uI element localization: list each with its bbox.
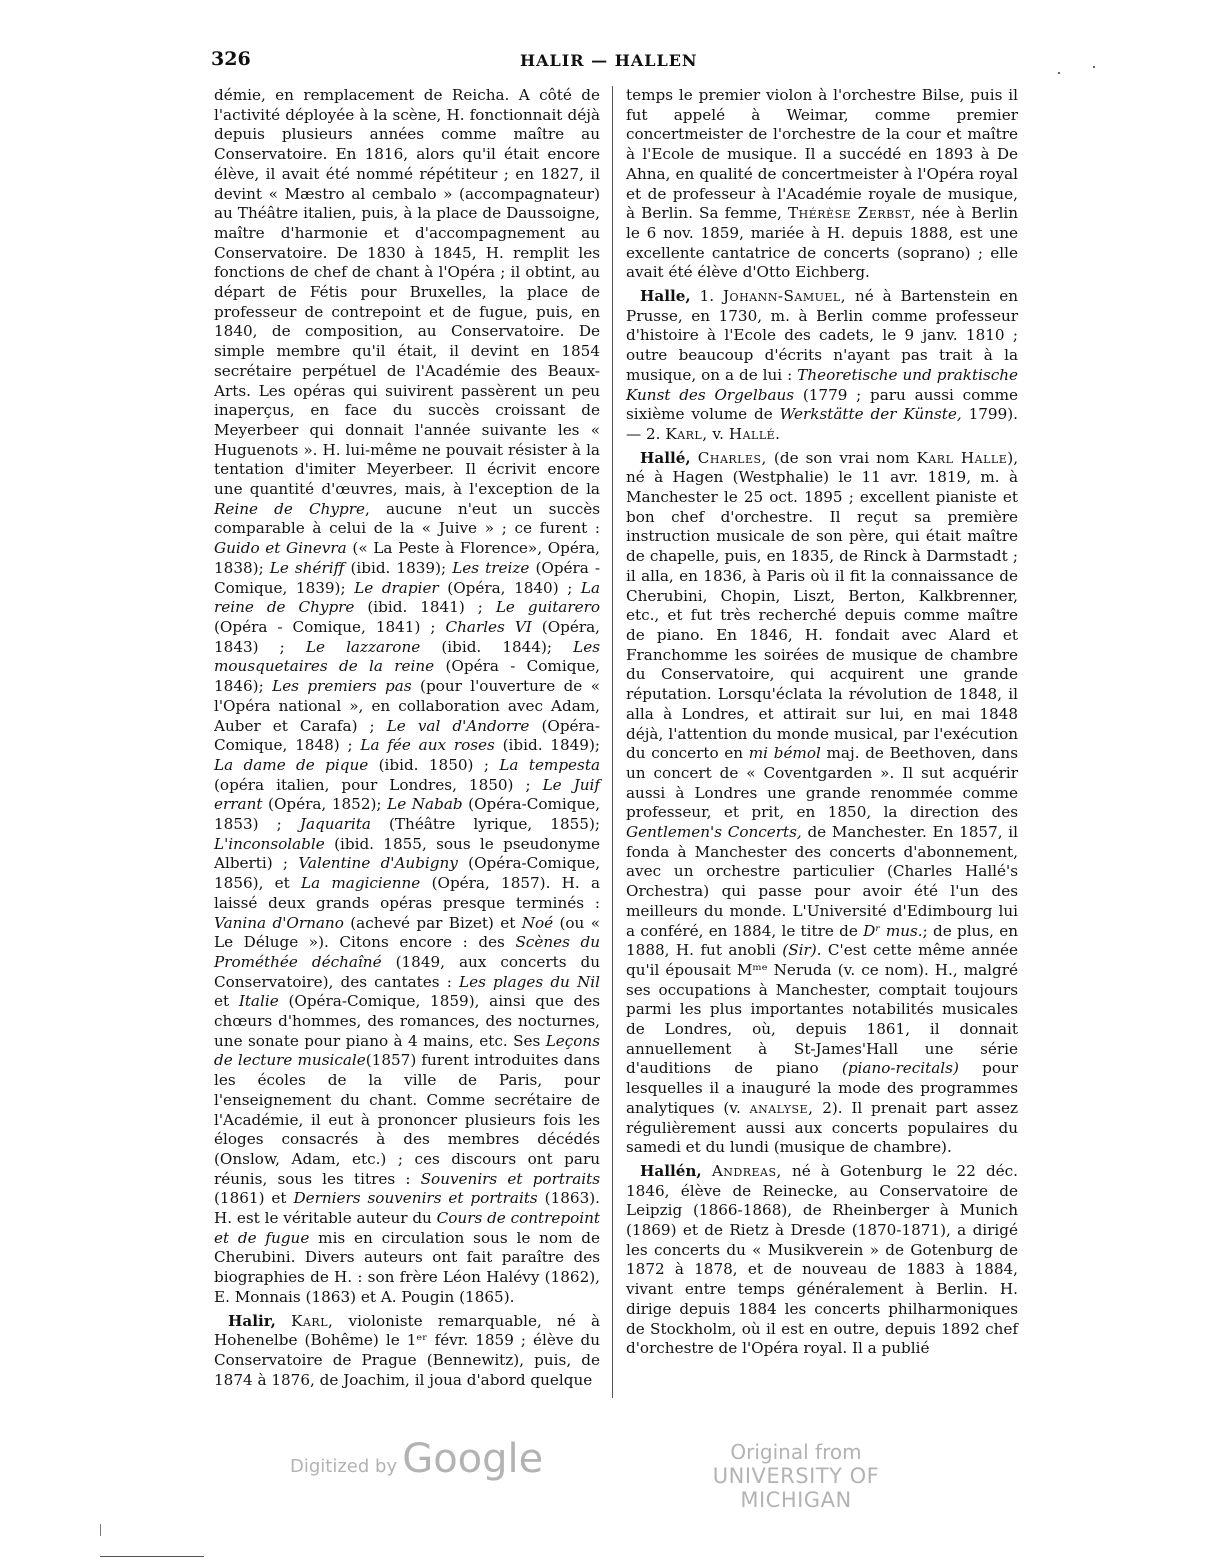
- scan-speck: [1058, 72, 1060, 74]
- headword: Halle,: [640, 287, 691, 306]
- column-rule: [612, 86, 613, 1398]
- digitized-by-google-watermark: Digitized by Google: [290, 1436, 544, 1482]
- right-column: [626, 86, 1018, 1359]
- headword: Hallén,: [640, 1161, 702, 1180]
- hallen-entry: Hallén, Andreas, né à Gotenburg le 22 déc. 1846, élève de Reinecke, au Conservatoire de Leipzig (1866-1868), de Rheinberger à Munich (1869) et de Rietz à Dresde (1870-1871), a dirigé les concerts du « Musikverein » de Gotenburg de 1872 à 1878, et de nouveau de 1883 à 1884, vivant entre temps généralement à Berlin. H. dirige depuis 1884 les concerts philharmoniques de Stockholm, où il est en outre, depuis 1892 chef d'orchestre de l'Opéra royal. Il a publié: [626, 1161, 1018, 1358]
- page-number: 326: [211, 48, 251, 70]
- halle-charles-entry: Hallé, Charles, (de son vrai nom Karl Halle), né à Hagen (Westphalie) le 11 avr. 1819, m. à Manchester le 25 oct. 1895 ; excellent pianiste et bon chef d'orchestre. Il reçut sa première instruction musicale de son père, qui était maître de chapelle, puis, en 1835, de Rinck à Darmstadt ; il alla, en 1836, à Paris où il fit la connaissance de Cherubini, Chopin, Liszt, Berton, Kalkbrenner, etc., et fut très recherché depuis comme maître de piano. En 1846, H. fondait avec Alard et Franchomme les soirées de musique de chambre du Conservatoire, qui acquirent une grande réputation. Lorsqu'éclata la révolution de 1848, il alla à Londres, et attirait sur lui, en mai 1848 déjà, l'attention du monde musical, par l'exécution du concerto en mi bémol maj. de Beethoven, dans un concert de « Coventgarden ». Il sut acquérir aussi à Londres une grande renommée comme professeur, et prit, en 1850, la direction des Gentlemen's Concerts, de Manchester. En 1857, il fonda à Manchester des concerts d'abonnement, avec un orchestre particulier (Charles Hallé's Orchestra) qui passe pour avoir été l'un des meilleurs du monde. L'Université d'Edimbourg lui a conféré, en 1884, le titre de Dʳ mus.; de plus, en 1888, H. fut anobli (Sir). C'est cette même année qu'il épousait Mᵐᵉ Neruda (v. ce nom). H., malgré ses occupations à Manchester, comptait toujours parmi les plus importantes notabilités musicales de Londres, où, depuis 1861, il donnait annuellement à St-James'Hall une série d'auditions de piano (piano-recitals) pour lesquelles il a inauguré la mode des programmes analytiques (v. analyse, 2). Il prenait part assez régulièrement aussi aux concerts populaires du samedi et du lundi (musique de chambre).: [626, 448, 1019, 1157]
- halir-entry-continued: temps le premier violon à l'orchestre Bilse, puis il fut appelé à Weimar, comme premier concertmeister de l'orchestre de la cour et maître à l'Ecole de musique. Il a succédé en 1893 à De Ahna, en qualité de concertmeister à l'Opéra royal et de professeur à l'Académie royale de musique, à Berlin. Sa femme, Thérèse Zerbst, née à Berlin le 6 nov. 1859, mariée à H. depuis 1888, est une excellente cantatrice de concerts (soprano) ; elle avait été élève d'Otto Eichberg.: [626, 86, 1019, 282]
- original-from-watermark: Original from UNIVERSITY OF MICHIGAN: [712, 1440, 880, 1512]
- running-head: HALIR — HALLEN: [520, 51, 698, 70]
- halir-entry: Halir, Karl, violoniste remarquable, né à Hohenelbe (Bohême) le 1ᵉʳ févr. 1859 ; élève du Conservatoire de Prague (Bennewitz), puis, de 1874 à 1876, de Joachim, il joua d'abord quelque: [214, 1311, 600, 1389]
- scan-speck: [1093, 66, 1095, 68]
- left-column: [214, 86, 600, 1390]
- halle-entry: Halle, 1. Johann-Samuel, né à Bartenstein en Prusse, en 1730, m. à Berlin comme professeur d'histoire à l'Ecole des cadets, le 9 janv. 1810 ; outre beaucoup d'écrits n'ayant pas trait à la musique, on a de lui : Theoretische und praktische Kunst des Orgelbaus (1779 ; paru aussi comme sixième volume de Werkstätte der Künste, 1799). — 2. Karl, v. Hallé.: [626, 287, 1019, 443]
- halevy-entry-continued: démie, en remplacement de Reicha. A côté de l'activité déployée à la scène, H. fonctionnait déjà depuis plusieurs années comme maître au Conservatoire. En 1816, alors qu'il était encore élève, il avait été nommé répétiteur ; en 1827, il devint « Mæstro al cembalo » (accompagnateur) au Théâtre italien, puis, à la place de Daussoigne, maître d'harmonie et d'accompagnement au Conservatoire. De 1830 à 1845, H. remplit les fonctions de chef de chant à l'Opéra ; il obtint, au départ de Fétis pour Bruxelles, la place de professeur de contrepoint et de fugue, puis, en 1840, de composition, au Conservatoire. De simple membre qu'il était, il devint en 1854 secrétaire perpétuel de l'Académie des Beaux-Arts. Les opéras qui suivirent passèrent un peu inaperçus, en face du succès croissant de Meyerbeer qui donnait l'année suivante les « Huguenots ». H. lui-même ne pouvait résister à la tentation d'imiter Meyerbeer. Il écrivit encore une quantité d'œuvres, mais, à l'exception de la Reine de Chypre, aucune n'eut un succès comparable à celui de la « Juive » ; ce furent : Guido et Ginevra (« La Peste à Florence», Opéra, 1838); Le shériff (ibid. 1839); Les treize (Opéra - Comique, 1839); Le drapier (Opéra, 1840) ; La reine de Chypre (ibid. 1841) ; Le guitarero (Opéra - Comique, 1841) ; Charles VI (Opéra, 1843) ; Le lazzarone (ibid. 1844); Les mousquetaires de la reine (Opéra - Comique, 1846); Les premiers pas (pour l'ouverture de « l'Opéra national », en collaboration avec Adam, Auber et Carafa) ; Le val d'Andorre (Opéra-Comique, 1848) ; La fée aux roses (ibid. 1849); La dame de pique (ibid. 1850) ; La tempesta (opéra italien, pour Londres, 1850) ; Le Juif errant (Opéra, 1852); Le Nabab (Opéra-Comique, 1853) ; Jaquarita (Théâtre lyrique, 1855); L'inconsolable (ibid. 1855, sous le pseudonyme Alberti) ; Valentine d'Aubigny (Opéra-Comique, 1856), et La magicienne (Opéra, 1857). H. a laissé deux grands opéras presque terminés : Vanina d'Ornano (achevé par Bizet) et Noé (ou « Le Déluge »). Citons encore : des Scènes du Prométhée déchaîné (1849, aux concerts du Conservatoire), des cantates : Les plages du Nil et Italie (Opéra-Comique, 1859), ainsi que des chœurs d'hommes, des romances, des nocturnes, une sonate pour piano à 4 mains, etc. Ses Leçons de lecture musicale(1857) furent introduites dans les écoles de la ville de Paris, pour l'enseignement du chant. Comme secrétaire de l'Académie, il eut à prononcer plusieurs fois les éloges consacrés à des membres décédés (Onslow, Adam, etc.) ; ces discours ont paru réunis, sous les titres : Souvenirs et portraits (1861) et Derniers souvenirs et portraits (1863). H. est le véritable auteur du Cours de contrepoint et de fugue mis en circulation sous le nom de Cherubini. Divers auteurs ont fait paraître des biographies de H. : son frère Léon Halévy (1862), E. Monnais (1863) et A. Pougin (1865).: [214, 86, 601, 1306]
- headword: Hallé,: [640, 448, 691, 467]
- corner-mark: [100, 1524, 101, 1536]
- headword: Halir,: [228, 1311, 276, 1330]
- bottom-rule: [100, 1556, 204, 1557]
